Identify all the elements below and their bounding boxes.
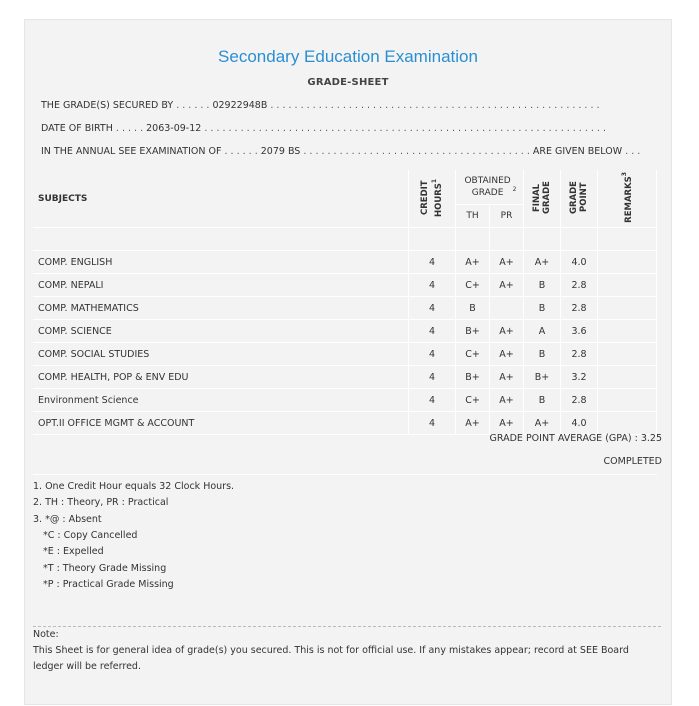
dob-value: 2063-09-12 (146, 123, 202, 134)
table-row (33, 412, 657, 435)
grade-point-cell: 2.8 (561, 297, 598, 320)
remarks-cell (598, 251, 657, 274)
subject-cell: COMP. HEALTH, POP & ENV EDU (33, 366, 409, 389)
credit-cell: 4 (409, 343, 456, 366)
remarks-cell (598, 412, 657, 435)
credit-cell: 4 (409, 297, 456, 320)
final-grade-cell: B (524, 274, 561, 297)
credit-cell: 4 (409, 251, 456, 274)
th-grade-cell: A+ (456, 412, 490, 435)
pr-grade-cell (490, 297, 524, 320)
symbol-number: 02922948B (212, 100, 268, 111)
footnote-item: *E : Expelled (43, 546, 104, 557)
grade-point-cell: 3.2 (561, 366, 598, 389)
grade-point-cell: 3.6 (561, 320, 598, 343)
exam-line: IN THE ANNUAL SEE EXAMINATION OF . . . . . . 2079 BS . . . . . . . . . . . . . . . . . . . . . . . . . . . . . . . . . . . . . . ARE GIVEN BELOW . . . (41, 146, 641, 157)
grade-point-cell: 2.8 (561, 343, 598, 366)
remarks-cell (598, 343, 657, 366)
table-row (33, 228, 657, 251)
grade-point-cell: 4.0 (561, 412, 598, 435)
pr-grade-cell: A+ (490, 343, 524, 366)
dob-line: DATE OF BIRTH . . . . . 2063-09-12 . . . . . . . . . . . . . . . . . . . . . . . . . . . . . . . . . . . . . . . . . . . . . . . . . . . . . . . . . . . . . . . . . . . (41, 123, 606, 134)
final-grade-cell: B+ (524, 366, 561, 389)
subject-cell: COMP. NEPALI (33, 274, 409, 297)
footnote-item: 3. *@ : Absent (33, 514, 102, 525)
table-row (33, 251, 657, 274)
pr-header: PR (490, 205, 524, 228)
final-grade-cell: B (524, 389, 561, 412)
footnote-item: 1. One Credit Hour equals 32 Clock Hours. (33, 481, 235, 492)
final-grade-cell: A+ (524, 251, 561, 274)
footnotes-divider (33, 474, 657, 475)
grade-point-cell: 4.0 (561, 251, 598, 274)
obtained-grade-header: OBTAINED GRADE $^2$ (456, 170, 524, 205)
table-header-row (33, 170, 657, 205)
pr-grade-cell: A+ (490, 251, 524, 274)
th-grade-cell: A+ (456, 251, 490, 274)
subject-cell: OPT.II OFFICE MGMT & ACCOUNT (33, 412, 409, 435)
pr-grade-cell: A+ (490, 389, 524, 412)
pr-grade-cell: A+ (490, 320, 524, 343)
footnote-item: 2. TH : Theory, PR : Practical (33, 497, 169, 508)
remarks-cell (598, 389, 657, 412)
subjects-header: SUBJECTS (33, 170, 409, 228)
remarks-cell (598, 320, 657, 343)
remarks-cell (598, 366, 657, 389)
th-grade-cell: B+ (456, 320, 490, 343)
table-row (33, 320, 657, 343)
grade-point-cell: 2.8 (561, 389, 598, 412)
remarks-cell (598, 297, 657, 320)
table-row (33, 366, 657, 389)
remarks-header: REMARKS$^3$ (598, 170, 657, 228)
gpa-summary: GRADE POINT AVERAGE (GPA) : 3.25 (489, 433, 662, 444)
credit-cell: 4 (409, 389, 456, 412)
page-title: Secondary Education Examination (218, 47, 478, 66)
subject-cell: COMP. SCIENCE (33, 320, 409, 343)
note-text-line1: This Sheet is for general idea of grade(s) you secured. This is not for official use. If any mistakes appear; record at SEE Board (33, 645, 629, 656)
secured-by-line: THE GRADE(S) SECURED BY . . . . . . 02922948B . . . . . . . . . . . . . . . . . . . . . . . . . . . . . . . . . . . . . . . . . . . . . . . . . . . . . . . (41, 100, 600, 111)
footnote-item: *C : Copy Cancelled (43, 530, 138, 541)
credit-cell: 4 (409, 320, 456, 343)
note-label: Note: (33, 629, 59, 640)
dob-label: DATE OF BIRTH (41, 123, 113, 134)
subject-cell: COMP. SOCIAL STUDIES (33, 343, 409, 366)
table-row (33, 274, 657, 297)
footnote-item: *P : Practical Grade Missing (43, 579, 174, 590)
grade-point-header: GRADE POINT (561, 170, 598, 228)
grade-point-cell: 2.8 (561, 274, 598, 297)
subject-cell: COMP. MATHEMATICS (33, 297, 409, 320)
final-grade-header: FINAL GRADE (524, 170, 561, 228)
exam-label: IN THE ANNUAL SEE EXAMINATION OF (41, 146, 222, 157)
grade-sheet-panel (24, 19, 672, 705)
th-grade-cell: B+ (456, 366, 490, 389)
final-grade-cell: B (524, 297, 561, 320)
pr-grade-cell: A+ (490, 412, 524, 435)
table-row (33, 343, 657, 366)
note-text-line2: ledger will be referred. (33, 661, 141, 672)
table-row (33, 389, 657, 412)
pr-grade-cell: A+ (490, 366, 524, 389)
th-grade-cell: C+ (456, 274, 490, 297)
pr-grade-cell: A+ (490, 274, 524, 297)
grades-table (33, 170, 657, 435)
th-header: TH (456, 205, 490, 228)
footnote-item: *T : Theory Grade Missing (43, 563, 167, 574)
subject-cell: COMP. ENGLISH (33, 251, 409, 274)
th-grade-cell: C+ (456, 389, 490, 412)
final-grade-cell: A+ (524, 412, 561, 435)
subject-cell: Environment Science (33, 389, 409, 412)
remarks-cell (598, 274, 657, 297)
table-row (33, 297, 657, 320)
credit-cell: 4 (409, 366, 456, 389)
note-divider (33, 626, 661, 627)
final-grade-cell: A (524, 320, 561, 343)
credit-hours-header: CREDIT HOURS$^1$ (409, 170, 456, 228)
credit-cell: 4 (409, 412, 456, 435)
credit-cell: 4 (409, 274, 456, 297)
th-grade-cell: B (456, 297, 490, 320)
given-below-label: ARE GIVEN BELOW (532, 146, 623, 157)
page-subtitle: GRADE-SHEET (307, 77, 389, 88)
secured-by-label: THE GRADE(S) SECURED BY (41, 100, 174, 111)
exam-year: 2079 BS (260, 146, 301, 157)
th-grade-cell: C+ (456, 343, 490, 366)
status-text: COMPLETED (603, 456, 662, 467)
final-grade-cell: B (524, 343, 561, 366)
